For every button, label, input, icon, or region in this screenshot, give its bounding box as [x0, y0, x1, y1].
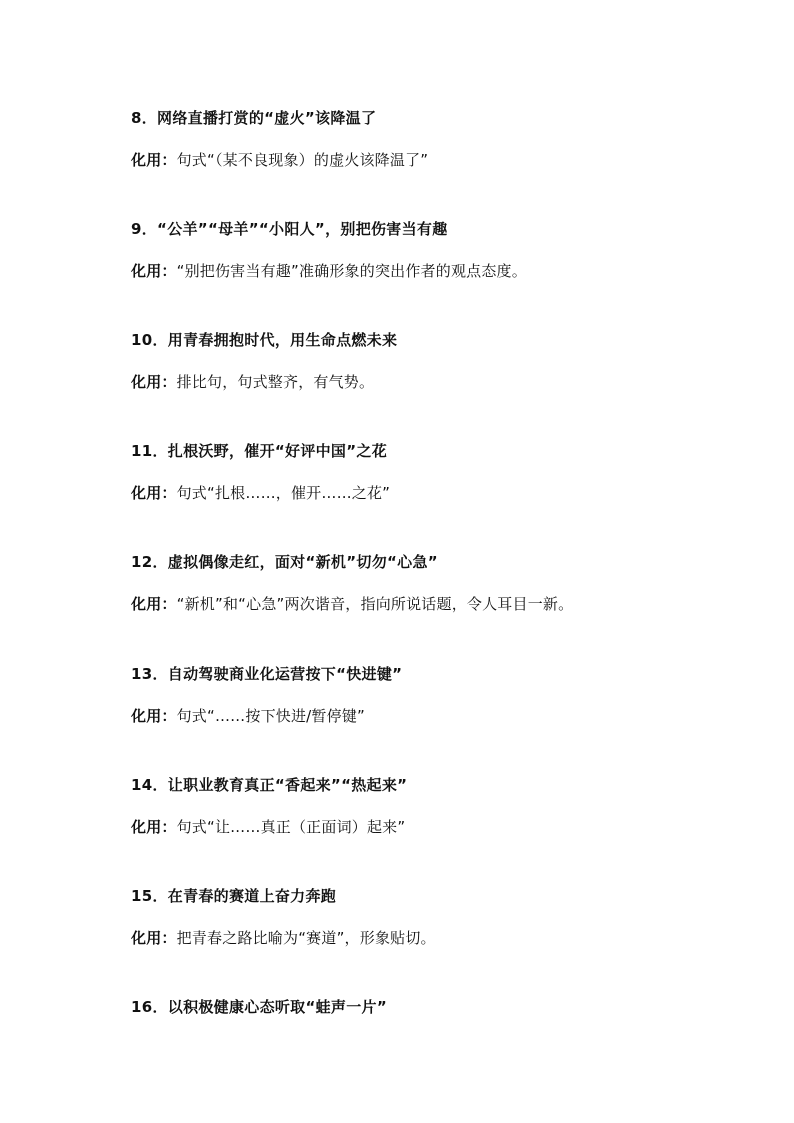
entry-note — [131, 706, 771, 726]
entry-14 — [131, 775, 771, 837]
note-text: “新机”和“心急”两次谐音，指向所说话题，令人耳目一新。 — [176, 595, 574, 613]
note-text: “别把伤害当有趣”准确形象的突出作者的观点态度。 — [176, 262, 527, 280]
entry-title: 14．让职业教育真正“香起来”“热起来” — [131, 776, 408, 794]
note-label: 化用： — [131, 707, 177, 725]
entry-note — [131, 372, 771, 392]
note-text: 排比句，句式整齐，有气势。 — [176, 373, 375, 391]
entry-note — [131, 261, 771, 281]
entry-9 — [131, 219, 771, 281]
note-label: 化用： — [131, 818, 177, 836]
entry-note — [131, 150, 771, 170]
entry-title: 10．用青春拥抱时代，用生命点燃未来 — [131, 331, 398, 349]
entry-11 — [131, 441, 771, 503]
note-label: 化用： — [131, 262, 177, 280]
note-text: 句式“（某不良现象）的虚火该降温了” — [176, 151, 429, 169]
note-text: 句式“让……真正（正面词）起来” — [176, 818, 406, 836]
note-label: 化用： — [131, 595, 177, 613]
entry-12 — [131, 552, 771, 614]
entry-10 — [131, 330, 771, 392]
note-label: 化用： — [131, 373, 177, 391]
note-label: 化用： — [131, 151, 177, 169]
note-text: 把青春之路比喻为“赛道”，形象贴切。 — [176, 929, 436, 947]
entry-note — [131, 594, 771, 614]
note-label: 化用： — [131, 929, 177, 947]
entry-title: 15．在青春的赛道上奋力奔跑 — [131, 887, 337, 905]
entry-15 — [131, 886, 771, 948]
entry-note — [131, 928, 771, 948]
entry-13 — [131, 664, 771, 726]
note-text: 句式“扎根……，催开……之花” — [176, 484, 391, 502]
entry-title: 9．“公羊”“母羊”“小阳人”，别把伤害当有趣 — [131, 220, 448, 238]
entry-title: 13．自动驾驶商业化运营按下“快进键” — [131, 665, 403, 683]
entry-title: 8．网络直播打赏的“虚火”该降温了 — [131, 109, 377, 127]
note-label: 化用： — [131, 484, 177, 502]
entry-title: 11．扎根沃野，催开“好评中国”之花 — [131, 442, 387, 460]
entry-note — [131, 483, 771, 503]
entry-title: 12．虚拟偶像走红，面对“新机”切勿“心急” — [131, 553, 438, 571]
entry-16 — [131, 997, 771, 1017]
entry-title: 16．以积极健康心态听取“蛙声一片” — [131, 998, 387, 1016]
entry-8 — [131, 108, 771, 170]
note-text: 句式“……按下快进/暂停键” — [176, 707, 366, 725]
entry-note — [131, 817, 771, 837]
